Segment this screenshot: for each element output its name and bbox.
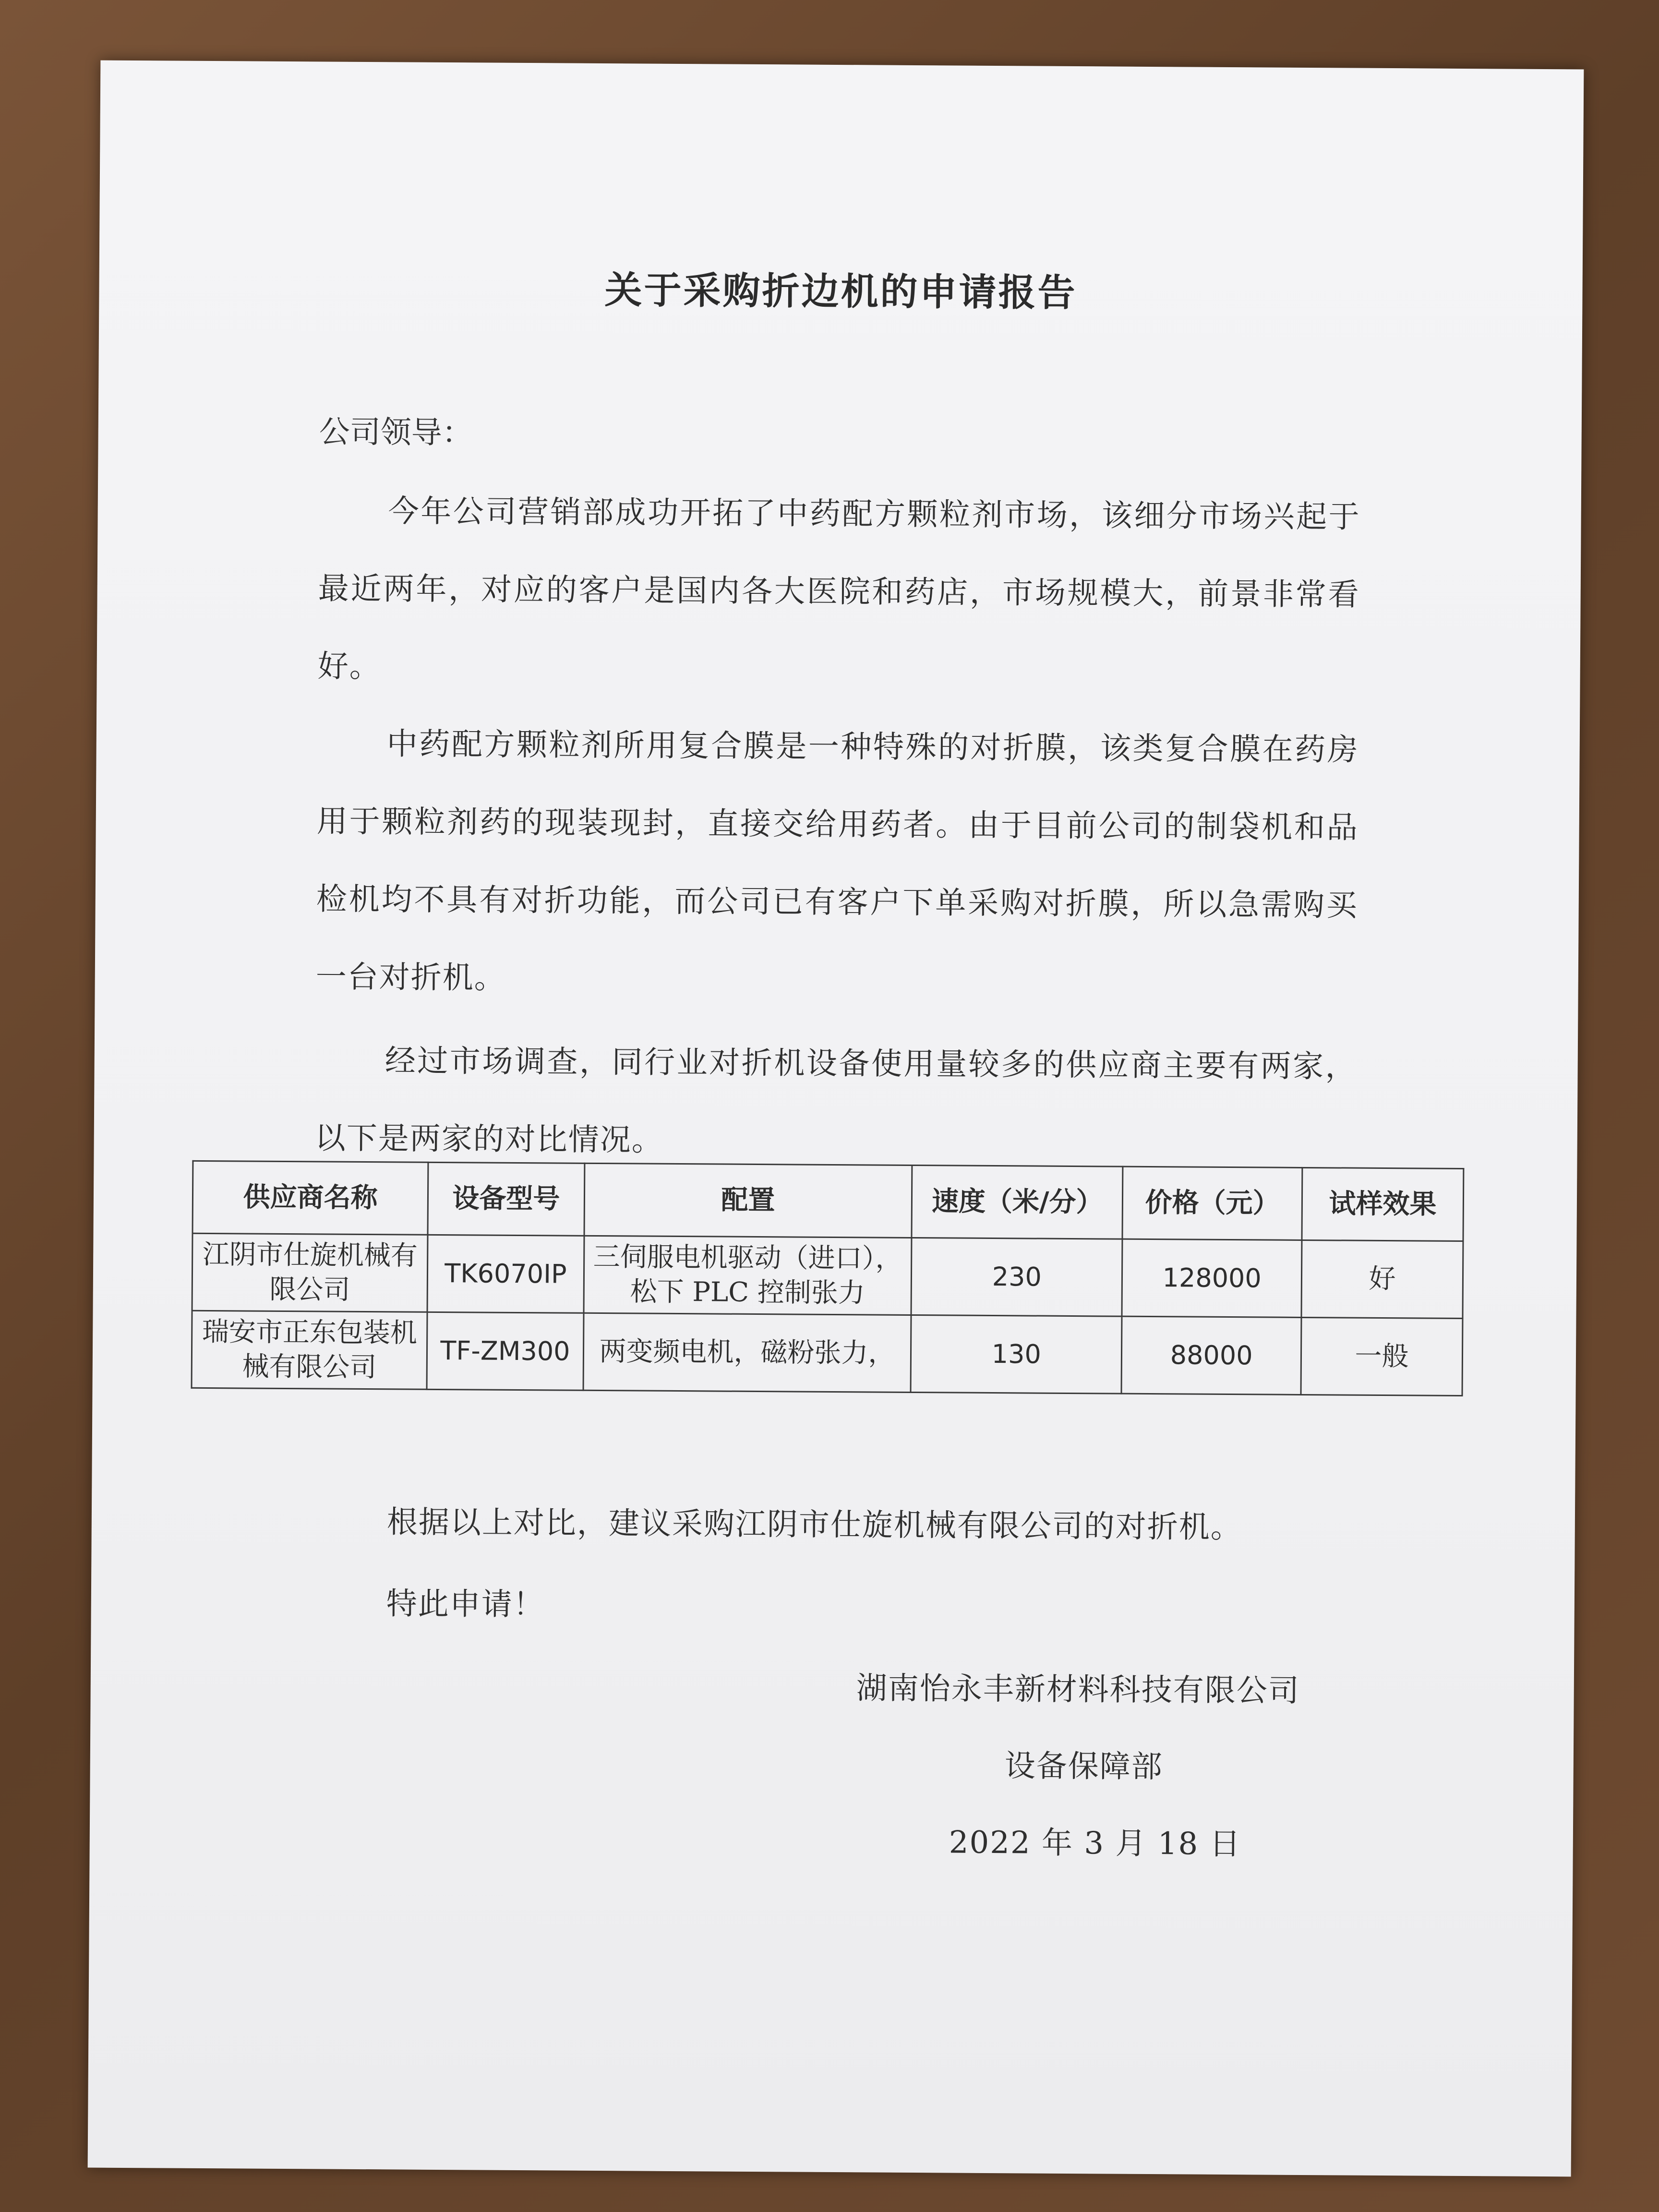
table-header-row bbox=[192, 1161, 1464, 1241]
cell-speed: 130 bbox=[911, 1315, 1122, 1394]
cell-configuration: 两变频电机，磁粉张力， bbox=[583, 1313, 912, 1392]
document-page bbox=[88, 60, 1584, 2177]
signature-department: 设备保障部 bbox=[1004, 1748, 1163, 1785]
cell-sample-result: 一般 bbox=[1301, 1317, 1463, 1395]
cell-supplier: 瑞安市正东包装机械有限公司 bbox=[192, 1310, 427, 1389]
header-supplier: 供应商名称 bbox=[192, 1161, 428, 1235]
paragraph-need: 中药配方颗粒剂所用复合膜是一种特殊的对折膜，该类复合膜在药房用于颗粒剂药的现装现封，直接交给用药者。由于目前公司的制袋机和品检机均不具有对折功能，而公司已有客户下单采购对折膜，所以急需购买一台对折机。 bbox=[315, 726, 1359, 996]
closing-text: 特此申请！ bbox=[386, 1586, 545, 1623]
table-row bbox=[192, 1233, 1463, 1318]
table-row bbox=[192, 1310, 1463, 1395]
paragraph-market: 今年公司营销部成功开拓了中药配方颗粒剂市场，该细分市场兴起于最近两年，对应的客户是国内各大医院和药店，市场规模大，前景非常看好。 bbox=[317, 493, 1360, 685]
salutation: 公司领导： bbox=[319, 414, 473, 451]
paragraph-survey: 经过市场调查，同行业对折机设备使用量较多的供应商主要有两家，以下是两家的对比情况。 bbox=[314, 1043, 1357, 1158]
cell-price: 88000 bbox=[1121, 1316, 1301, 1395]
document-title: 关于采购折边机的申请报告 bbox=[604, 268, 1077, 315]
signature-organization: 湖南怡永丰新材料科技有限公司 bbox=[856, 1671, 1300, 1709]
signature-date: 2022 年 3 月 18 日 bbox=[949, 1825, 1241, 1863]
supplier-comparison-table bbox=[191, 1160, 1465, 1396]
header-price: 价格（元） bbox=[1122, 1166, 1302, 1240]
header-model: 设备型号 bbox=[428, 1162, 584, 1236]
header-sample-result: 试样效果 bbox=[1302, 1167, 1464, 1241]
cell-speed: 230 bbox=[911, 1238, 1122, 1316]
conclusion-text: 根据以上对比，建议采购江阴市仕旋机械有限公司的对折机。 bbox=[386, 1504, 1243, 1546]
cell-supplier: 江阴市仕旋机械有限公司 bbox=[192, 1233, 428, 1312]
header-speed: 速度（米/分） bbox=[912, 1165, 1123, 1239]
cell-model: TF-ZM300 bbox=[427, 1312, 583, 1390]
cell-price: 128000 bbox=[1122, 1239, 1302, 1317]
header-configuration: 配置 bbox=[584, 1163, 913, 1238]
cell-sample-result: 好 bbox=[1301, 1240, 1463, 1318]
cell-configuration: 三伺服电机驱动（进口），松下 PLC 控制张力 bbox=[584, 1236, 912, 1315]
cell-model: TK6070IP bbox=[427, 1235, 584, 1313]
